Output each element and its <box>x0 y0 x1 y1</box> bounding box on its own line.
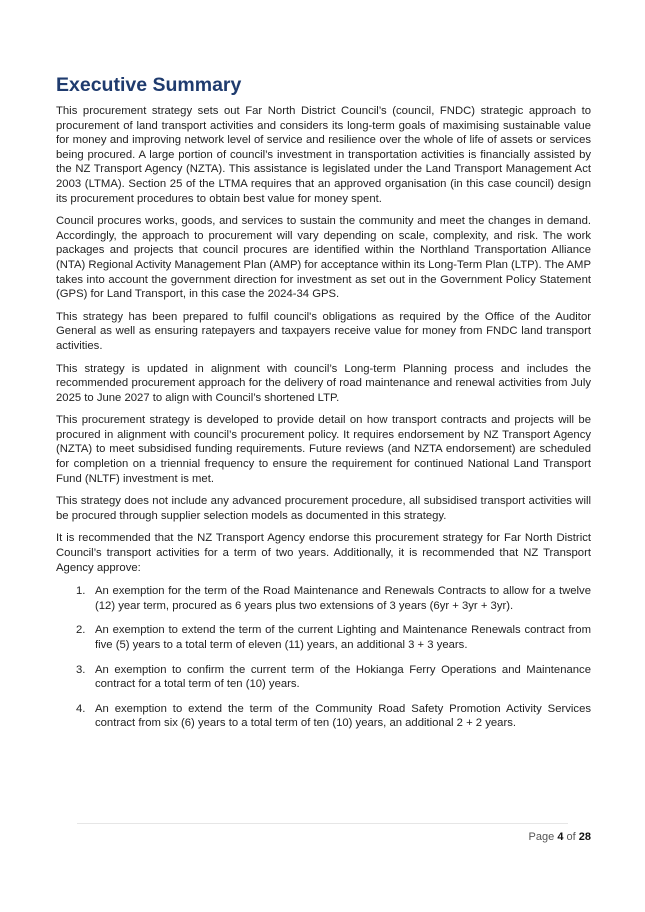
current-page-number: 4 <box>557 831 564 843</box>
list-item-text: An exemption to confirm the current term of the Hokianga Ferry Operations and Maintenance contract for a total term of ten (10) years. <box>95 663 591 691</box>
paragraph: This strategy has been prepared to fulfil council's obligations as required by the Office of the Auditor General as well as ensuring ratepayers and taxpayers receive value for money from FNDC land transport activities. <box>56 310 591 352</box>
list-item-number: 3. <box>76 663 86 676</box>
list-item-text: An exemption for the term of the Road Maintenance and Renewals Contracts to allow for a twelve (12) year term, procured as 6 years plus two extensions of 3 years (6yr + 3yr + 3yr). <box>95 585 591 612</box>
recommendation-list <box>56 584 591 731</box>
paragraph: This strategy does not include any advanced procurement procedure, all subsidised transport activities will be procured through supplier selection models as documented in this strategy. <box>56 495 591 522</box>
body-content <box>56 104 591 741</box>
footer-divider <box>77 823 568 824</box>
list-item-text: An exemption to extend the term of the Community Road Safety Promotion Activity Services contract from six (6) years to a total term of ten (10) years, an additional 2 + 2 years. <box>95 702 591 730</box>
list-item <box>56 584 591 613</box>
paragraph: This procurement strategy is developed to provide detail on how transport contracts and projects will be procured in alignment with council’s procurement policy. It requires endorsement by NZ Transport Agency (NZTA) to meet subsidised funding requirements. Future reviews (and NZTA endorsement) are scheduled for completion on a triennial frequency to ensure the requirement for continued National Land Transport Fund (NLTF) investment is met. <box>56 414 591 485</box>
paragraph: This strategy is updated in alignment with council’s Long-term Planning process and includes the recommended procurement approach for the delivery of road maintenance and renewal activities from July 2025 to June 2027 to align with Council’s shortened LTP. <box>56 362 591 404</box>
paragraph: Council procures works, goods, and services to sustain the community and meet the changes in demand. Accordingly, the approach to procurement will vary depending on scale, complexity, and risk. The work packages and projects that council procures are identified within the Northland Transportation Alliance (NTA) Regional Activity Management Plan (AMP) for acceptance within its Long-Term Plan (LTP). The AMP takes into account the government direction for investment as set out in the Government Policy Statement (GPS) for Land Transport, in this case the 2024-34 GPS. <box>56 215 591 301</box>
paragraph: This procurement strategy sets out Far North District Council’s (council, FNDC) strategic approach to procurement of land transport activities and considers its long-term goals of maximising sustainable value for money and improving network level of service and resilience over the whole of life of assets or services being procured. A large portion of council’s investment in transportation activities is financially assisted by the NZ Transport Agency (NZTA). This assistance is legislated under the Land Transport Management Act 2003 (LTMA). Section 25 of the LTMA requires that an approved organisation (in this case council) design its procurement procedures to obtain best value for money spent. <box>56 105 591 205</box>
list-item <box>56 623 591 652</box>
list-item-number: 2. <box>76 624 86 637</box>
list-item-number: 1. <box>76 585 86 598</box>
of-label: of <box>566 831 576 843</box>
list-item-number: 4. <box>76 702 86 715</box>
total-pages: 28 <box>578 831 591 843</box>
page-title: Executive Summary <box>56 74 242 96</box>
page-label: Page <box>528 831 555 843</box>
list-item <box>56 702 591 731</box>
paragraph: It is recommended that the NZ Transport Agency endorse this procurement strategy for Far North District Council’s transport activities for a term of two years. Additionally, it is recommended that NZ Transport Agency approve: <box>56 532 591 574</box>
list-item-text: An exemption to extend the term of the current Lighting and Maintenance Renewals contract from five (5) years to a total term of eleven (11) years, an additional 3 + 3 years. <box>95 624 591 651</box>
list-item <box>56 663 591 692</box>
page-footer <box>529 831 591 843</box>
